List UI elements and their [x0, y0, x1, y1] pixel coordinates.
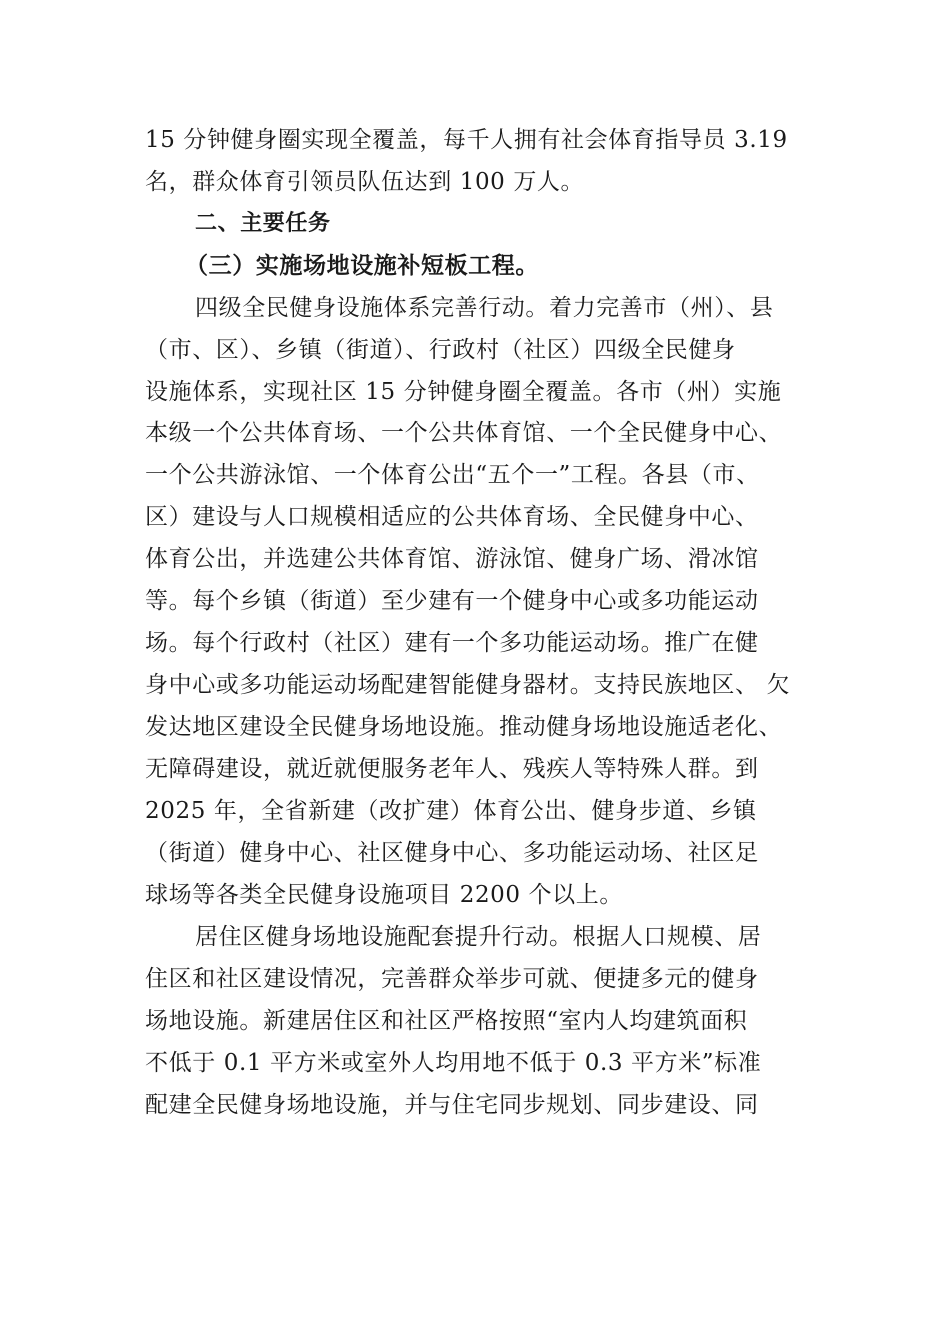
body-line: 名，群众体育引领员队伍达到 100 万人。 — [145, 169, 585, 195]
body-line: 配建全民健身场地设施，并与住宅同步规划、同步建设、同 — [145, 1092, 759, 1118]
body-line: （市、区）、乡镇（街道）、行政村（社区）四级全民健身 — [145, 337, 736, 363]
body-line: 球场等各类全民健身设施项目 2200 个以上。 — [145, 882, 623, 908]
body-line: 区）建设与人口规模相适应的公共体育场、全民健身中心、 — [145, 504, 759, 530]
body-line: 15 分钟健身圈实现全覆盖，每千人拥有社会体育指导员 3.19 — [145, 127, 788, 153]
body-line: 一个公共游泳馆、一个体育公岀“五个一”工程。各县（市、 — [145, 462, 760, 488]
body-line: 场地设施。新建居住区和社区严格按照“室内人均建筑面积 — [145, 1008, 748, 1034]
body-line: 身中心或多功能运动场配建智能健身器材。支持民族地区、 欠 — [145, 672, 791, 698]
body-line: 住区和社区建设情况，完善群众举步可就、便捷多元的健身 — [145, 966, 759, 992]
body-line: 2025 年，全省新建（改扩建）体育公岀、健身步道、乡镇 — [145, 798, 757, 824]
body-line: 本级一个公共体育场、一个公共体育馆、一个全民健身中心、 — [145, 420, 783, 446]
body-line: 无障碍建设，就近就便服务老年人、残疾人等特殊人群。到 — [145, 756, 759, 782]
body-line: 发达地区建设全民健身场地设施。推动健身场地设施适老化、 — [145, 714, 783, 740]
body-line: 等。每个乡镇（街道）至少建有一个健身中心或多功能运动 — [145, 588, 759, 614]
section-heading: 二、主要任务 — [195, 211, 331, 236]
paragraph-first-line: 四级全民健身设施体系完善行动。着力完善市（州）、县 — [195, 295, 774, 321]
body-line: 不低于 0.1 平方米或室外人均用地不低于 0.3 平方米”标准 — [145, 1050, 762, 1076]
body-line: 场。每个行政村（社区）建有一个多功能运动场。推广在健 — [145, 630, 759, 656]
subsection-heading: （三）实施场地设施补短板工程。 — [185, 252, 539, 279]
body-line: （街道）健身中心、社区健身中心、多功能运动场、社区足 — [145, 840, 759, 866]
body-line: 设施体系，实现社区 15 分钟健身圈全覆盖。各市（州）实施 — [145, 379, 782, 405]
body-line: 体育公岀，并选建公共体育馆、游泳馆、健身广场、滑冰馆 — [145, 546, 759, 572]
paragraph-first-line: 居住区健身场地设施配套提升行动。根据人口规模、居 — [195, 924, 762, 950]
